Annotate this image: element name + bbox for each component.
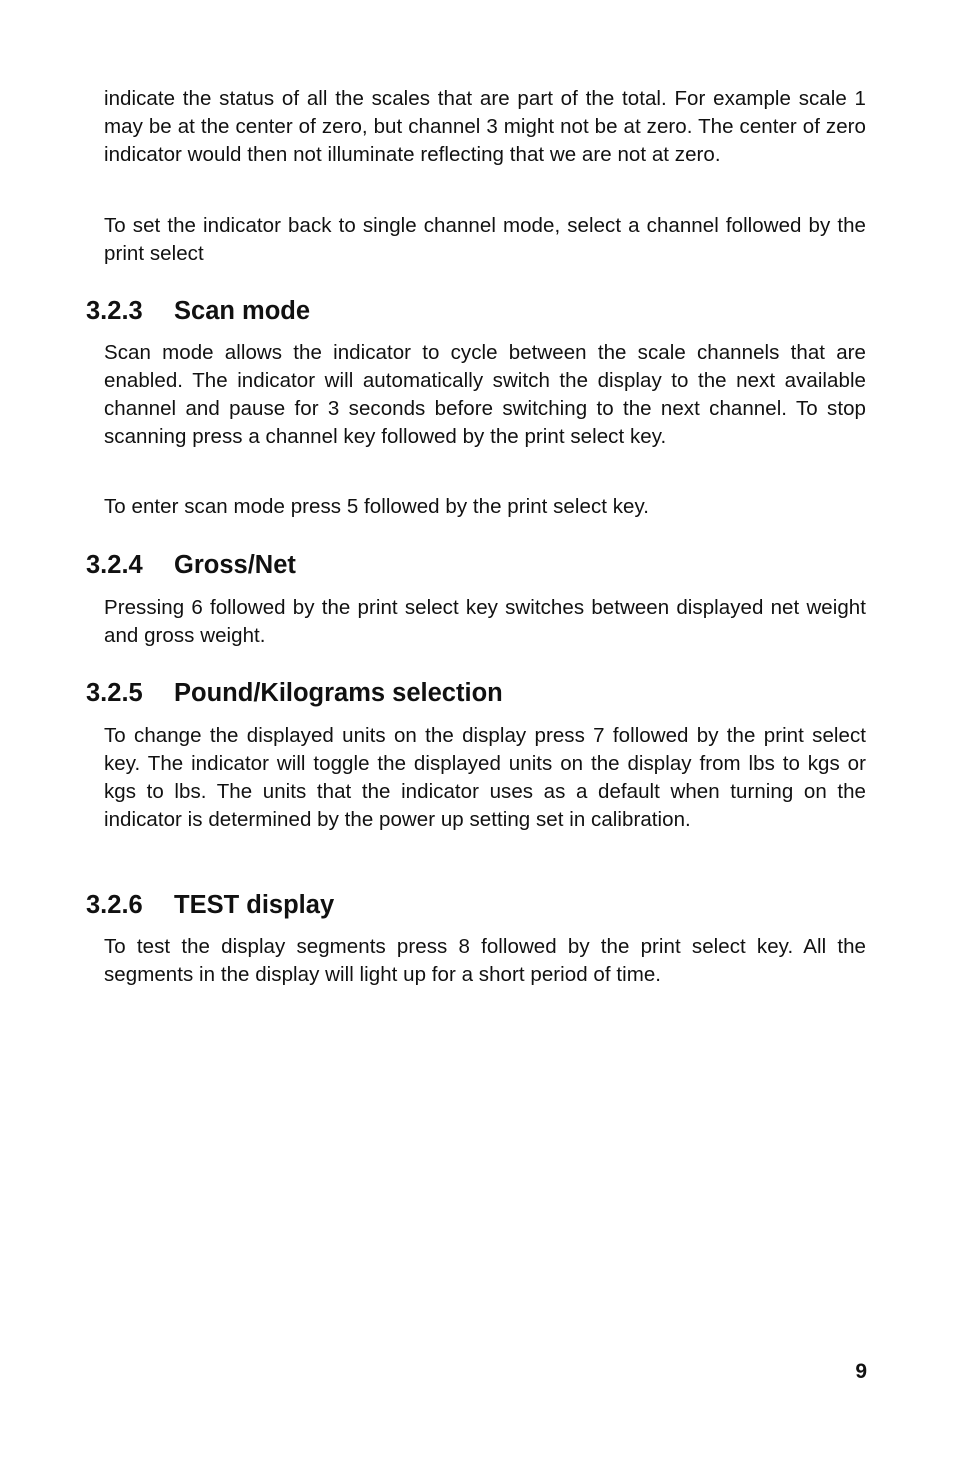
section-title: Gross/Net — [174, 551, 296, 579]
section-number: 3.2.4 — [86, 551, 143, 579]
section-number: 3.2.3 — [86, 297, 143, 325]
section-number: 3.2.6 — [86, 891, 143, 919]
intro-paragraph-1: indicate the status of all the scales that are part of the total. For example scale 1 may be at the center of zero, but channel 3 might not be at zero. The center of zero indicator would then not illuminate reflecting that we are not at zero. — [104, 87, 866, 166]
test-display-paragraph: To test the display segments press 8 followed by the print select key. All the segments in the display will light up for a short period of time. — [104, 935, 866, 986]
section-heading-scan-mode — [86, 295, 310, 327]
pound-kilograms-paragraph: To change the displayed units on the display press 7 followed by the print select key. The indicator will toggle the displayed units on the display from lbs to kgs or kgs to lbs. The units that the indicator uses as a default when turning on the indicator is determined by the power up setting set in calibration. — [104, 724, 866, 831]
scan-mode-paragraph-1: Scan mode allows the indicator to cycle between the scale channels that are enabled. The indicator will automatically switch the display to the next available channel and pause for 3 seconds before switching to the next channel. To stop scanning press a channel key followed by the print select key. — [104, 341, 866, 448]
section-heading-test-display — [86, 889, 334, 921]
section-title: TEST display — [174, 891, 335, 919]
gross-net-paragraph: Pressing 6 followed by the print select key switches between displayed net weight and gross weight. — [104, 596, 866, 647]
scan-mode-paragraph-2: To enter scan mode press 5 followed by the print select key. — [104, 495, 650, 518]
intro-paragraph-2: To set the indicator back to single channel mode, select a channel followed by the print select — [104, 214, 866, 265]
section-number: 3.2.5 — [86, 679, 143, 707]
section-title: Pound/Kilograms selection — [174, 679, 503, 707]
section-heading-pound-kilograms — [86, 677, 503, 709]
section-title: Scan mode — [174, 297, 311, 325]
page-number: 9 — [855, 1360, 867, 1383]
section-heading-gross-net — [86, 549, 296, 581]
